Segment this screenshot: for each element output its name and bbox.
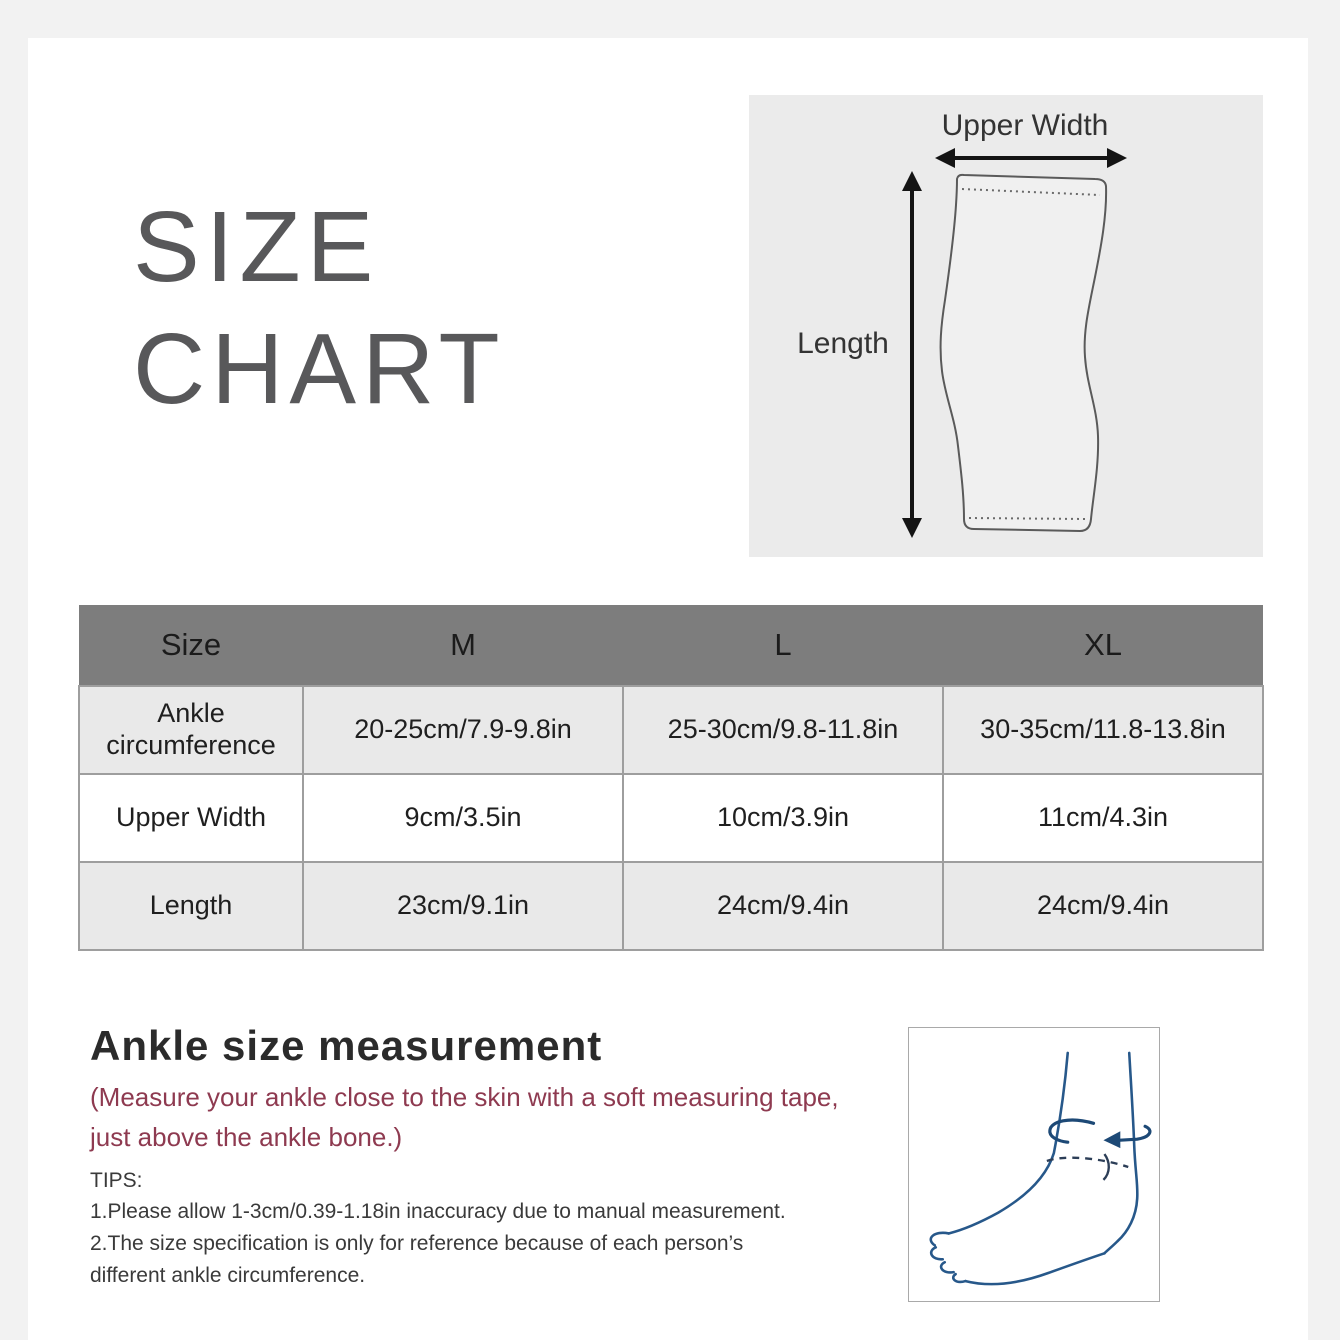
- tip-item-2-line1: 2.The size specification is only for reference because of each person’s: [90, 1232, 744, 1255]
- leg-front-line: [949, 1053, 1068, 1234]
- header-cell-size: Size: [79, 605, 303, 686]
- header-cell-m: M: [303, 605, 623, 686]
- foot-diagram-box: [908, 1027, 1160, 1302]
- sole-line: [966, 1253, 1105, 1284]
- tip-item-2-line2: different ankle circumference.: [90, 1264, 366, 1287]
- cell-value: 20-25cm/7.9-9.8in: [303, 686, 623, 774]
- table-row: [79, 862, 1263, 950]
- cell-value: 24cm/9.4in: [623, 862, 943, 950]
- header-cell-l: L: [623, 605, 943, 686]
- measurement-note-line2: just above the ankle bone.): [90, 1122, 403, 1152]
- size-table-section: [78, 605, 1262, 951]
- cell-value: 30-35cm/11.8-13.8in: [943, 686, 1263, 774]
- circumference-dashed-line: [1047, 1154, 1128, 1180]
- cell-value: 25-30cm/9.8-11.8in: [623, 686, 943, 774]
- leg-back-line: [1104, 1053, 1137, 1253]
- table-row: [79, 686, 1263, 774]
- row-label: Length: [79, 862, 303, 950]
- measurement-note-line1: (Measure your ankle close to the skin with a soft measuring tape,: [90, 1082, 839, 1112]
- cell-value: 10cm/3.9in: [623, 774, 943, 862]
- sleeve-diagram-graphic: [749, 95, 1263, 557]
- row-label: Upper Width: [79, 774, 303, 862]
- upper-width-arrow: [935, 148, 1127, 168]
- cell-value: 24cm/9.4in: [943, 862, 1263, 950]
- page-title-line1: SIZE: [133, 191, 380, 303]
- cell-value: 11cm/4.3in: [943, 774, 1263, 862]
- page-title: [133, 186, 506, 430]
- cell-value: 23cm/9.1in: [303, 862, 623, 950]
- measurement-heading: Ankle size measurement: [90, 1022, 603, 1069]
- page-title-line2: CHART: [133, 313, 506, 425]
- content-card: [28, 38, 1308, 1340]
- length-label: Length: [797, 327, 889, 360]
- foot-diagram: [909, 1028, 1159, 1301]
- row-label: Ankle circumference: [79, 686, 303, 774]
- size-table-header-row: [79, 605, 1263, 686]
- table-row: [79, 774, 1263, 862]
- tips-label: TIPS:: [90, 1169, 143, 1192]
- tip-item-1: 1.Please allow 1-3cm/0.39-1.18in inaccuracy due to manual measurement.: [90, 1200, 786, 1223]
- sleeve-diagram-panel: [749, 95, 1263, 557]
- sleeve-outline: [941, 175, 1107, 531]
- size-table: [78, 605, 1264, 951]
- upper-width-label: Upper Width: [941, 109, 1109, 142]
- header-cell-xl: XL: [943, 605, 1263, 686]
- cell-value: 9cm/3.5in: [303, 774, 623, 862]
